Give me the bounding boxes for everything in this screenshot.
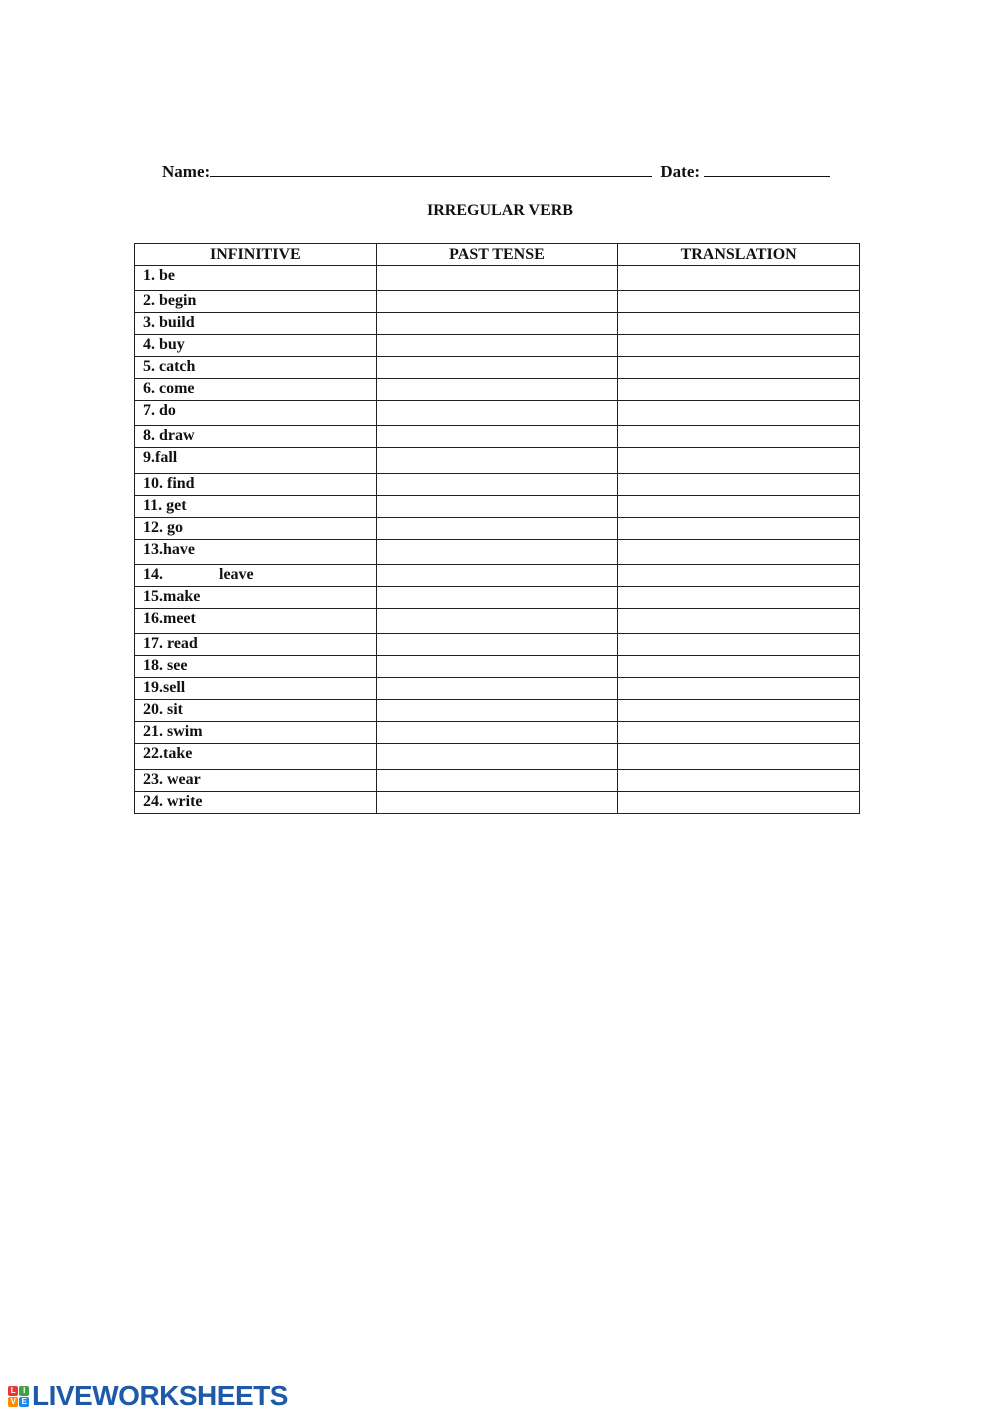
translation-cell[interactable] [618, 426, 860, 448]
name-blank[interactable] [210, 160, 652, 177]
translation-cell[interactable] [618, 448, 860, 474]
table-row [135, 426, 860, 448]
infinitive-cell: 24. write [135, 792, 377, 814]
translation-cell[interactable] [618, 634, 860, 656]
translation-cell[interactable] [618, 518, 860, 540]
table-row [135, 540, 860, 565]
translation-cell[interactable] [618, 770, 860, 792]
infinitive-cell: 2. begin [135, 291, 377, 313]
infinitive-cell: 10. find [135, 474, 377, 496]
table-row [135, 335, 860, 357]
verb-table [134, 243, 860, 814]
past-tense-cell[interactable] [376, 496, 618, 518]
past-tense-cell[interactable] [376, 335, 618, 357]
date-label: Date: [660, 162, 701, 181]
translation-cell[interactable] [618, 722, 860, 744]
past-tense-cell[interactable] [376, 313, 618, 335]
infinitive-cell: 8. draw [135, 426, 377, 448]
name-date-line [162, 160, 830, 182]
table-row [135, 291, 860, 313]
table-row [135, 496, 860, 518]
past-tense-cell[interactable] [376, 401, 618, 426]
infinitive-cell: 21. swim [135, 722, 377, 744]
infinitive-cell: 16.meet [135, 609, 377, 634]
translation-cell[interactable] [618, 379, 860, 401]
infinitive-cell: 22.take [135, 744, 377, 770]
past-tense-cell[interactable] [376, 357, 618, 379]
table-row [135, 792, 860, 814]
table-row [135, 448, 860, 474]
infinitive-cell: 13.have [135, 540, 377, 565]
infinitive-cell: 12. go [135, 518, 377, 540]
past-tense-cell[interactable] [376, 700, 618, 722]
infinitive-cell: 23. wear [135, 770, 377, 792]
past-tense-cell[interactable] [376, 540, 618, 565]
table-row [135, 634, 860, 656]
table-row [135, 700, 860, 722]
translation-cell[interactable] [618, 291, 860, 313]
infinitive-cell: 4. buy [135, 335, 377, 357]
past-tense-cell[interactable] [376, 291, 618, 313]
translation-cell[interactable] [618, 335, 860, 357]
translation-cell[interactable] [618, 792, 860, 814]
translation-cell[interactable] [618, 700, 860, 722]
infinitive-cell: 15.make [135, 587, 377, 609]
translation-cell[interactable] [618, 656, 860, 678]
infinitive-cell: 14. leave [135, 565, 377, 587]
past-tense-cell[interactable] [376, 656, 618, 678]
table-row [135, 722, 860, 744]
worksheet-title: IRREGULAR VERB [427, 202, 573, 219]
date-blank[interactable] [704, 160, 830, 177]
table-header-row [135, 244, 860, 266]
table-row [135, 313, 860, 335]
table-row [135, 357, 860, 379]
table-row [135, 401, 860, 426]
infinitive-cell: 3. build [135, 313, 377, 335]
infinitive-cell: 19.sell [135, 678, 377, 700]
infinitive-cell: 18. see [135, 656, 377, 678]
logo-text: LIVEWORKSHEETS [32, 1380, 288, 1411]
past-tense-cell[interactable] [376, 448, 618, 474]
table-row [135, 587, 860, 609]
table-row [135, 518, 860, 540]
past-tense-cell[interactable] [376, 792, 618, 814]
table-row [135, 744, 860, 770]
translation-cell[interactable] [618, 357, 860, 379]
past-tense-cell[interactable] [376, 744, 618, 770]
past-tense-cell[interactable] [376, 722, 618, 744]
translation-cell[interactable] [618, 744, 860, 770]
liveworksheets-logo [8, 1380, 288, 1412]
column-header-translation: TRANSLATION [618, 244, 860, 266]
past-tense-cell[interactable] [376, 770, 618, 792]
logo-mark-icon: L I V E [8, 1386, 29, 1407]
translation-cell[interactable] [618, 266, 860, 291]
column-header-infinitive: INFINITIVE [135, 244, 377, 266]
translation-cell[interactable] [618, 540, 860, 565]
infinitive-cell: 9.fall [135, 448, 377, 474]
past-tense-cell[interactable] [376, 474, 618, 496]
infinitive-cell: 7. do [135, 401, 377, 426]
verb-table-body [135, 266, 860, 814]
past-tense-cell[interactable] [376, 518, 618, 540]
translation-cell[interactable] [618, 587, 860, 609]
past-tense-cell[interactable] [376, 426, 618, 448]
infinitive-cell: 6. come [135, 379, 377, 401]
translation-cell[interactable] [618, 609, 860, 634]
table-row [135, 266, 860, 291]
translation-cell[interactable] [618, 474, 860, 496]
table-row [135, 565, 860, 587]
past-tense-cell[interactable] [376, 609, 618, 634]
table-row [135, 379, 860, 401]
past-tense-cell[interactable] [376, 587, 618, 609]
translation-cell[interactable] [618, 313, 860, 335]
table-row [135, 609, 860, 634]
table-row [135, 656, 860, 678]
infinitive-cell: 17. read [135, 634, 377, 656]
name-label: Name: [162, 162, 211, 181]
translation-cell[interactable] [618, 678, 860, 700]
past-tense-cell[interactable] [376, 565, 618, 587]
translation-cell[interactable] [618, 565, 860, 587]
infinitive-cell: 1. be [135, 266, 377, 291]
past-tense-cell[interactable] [376, 379, 618, 401]
translation-cell[interactable] [618, 401, 860, 426]
column-header-past-tense: PAST TENSE [376, 244, 618, 266]
table-row [135, 678, 860, 700]
table-row [135, 474, 860, 496]
infinitive-cell: 11. get [135, 496, 377, 518]
infinitive-cell: 20. sit [135, 700, 377, 722]
infinitive-cell: 5. catch [135, 357, 377, 379]
past-tense-cell[interactable] [376, 678, 618, 700]
table-row [135, 770, 860, 792]
translation-cell[interactable] [618, 496, 860, 518]
past-tense-cell[interactable] [376, 266, 618, 291]
past-tense-cell[interactable] [376, 634, 618, 656]
